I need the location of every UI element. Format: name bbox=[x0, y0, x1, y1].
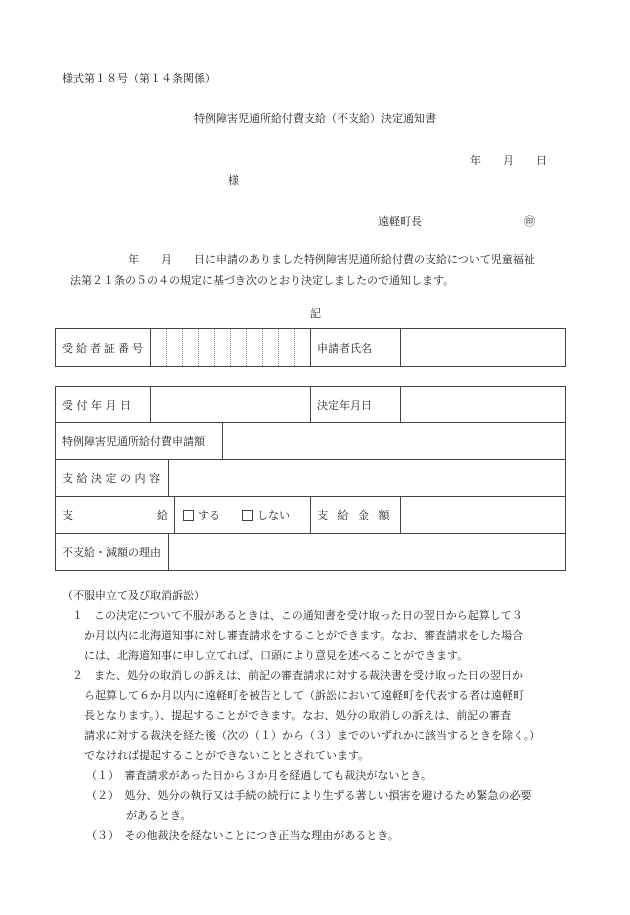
application-amount-field[interactable] bbox=[223, 423, 565, 459]
decision-date-label: 決定年月日 bbox=[311, 387, 401, 423]
issue-date: 年 月 日 bbox=[470, 154, 547, 167]
recipient-number-label: 受給者証番号 bbox=[56, 329, 151, 367]
note-2-line-4: 請求に対する裁決を経た後（次の（１）から（３）までのいずれかに該当するときを除く。） bbox=[84, 729, 541, 742]
receipt-date-field[interactable] bbox=[151, 387, 311, 423]
document-title: 特例障害児通所給付費支給（不支給）決定通知書 bbox=[194, 112, 436, 125]
application-amount-row bbox=[56, 423, 566, 460]
body-text-line-1: 年 月 日に申請のありました特例障害児通所給付費の支給について児童福祉 bbox=[128, 253, 535, 266]
appeal-notes bbox=[62, 586, 572, 846]
sub-note-2-line-2: があるとき。 bbox=[126, 809, 192, 822]
payment-row bbox=[56, 497, 311, 534]
reason-field[interactable] bbox=[169, 534, 565, 570]
recipient-number-field[interactable] bbox=[151, 329, 311, 367]
issuer-name: 遠軽町長 bbox=[378, 215, 422, 228]
note-2-line-2: ら起算して６か月以内に遠軽町を被告として（訴訟において遠軽町を代表する者は遠軽町 bbox=[84, 689, 524, 702]
payment-amount-label: 支 給 金 額 bbox=[311, 497, 401, 534]
payment-yes-label: する bbox=[198, 509, 220, 522]
decision-content-row bbox=[56, 460, 566, 497]
application-amount-label: 特例障害児通所給付費申請額 bbox=[56, 423, 223, 459]
applicant-name-field[interactable] bbox=[401, 329, 566, 367]
body-text-line-2: 法第２１条の５の４の規定に基づき次のとおり決定しましたので通知します。 bbox=[70, 274, 455, 287]
payment-label-left: 支 bbox=[62, 509, 73, 522]
reason-label: 不支給・減額の理由 bbox=[56, 534, 169, 570]
sub-note-2-line-1: （２） 処分、処分の執行又は手続の続行により生ずる著しい損害を避けるため緊急の必要 bbox=[86, 789, 532, 802]
recipient-suffix: 様 bbox=[228, 174, 239, 187]
notes-heading: （不服申立て及び取消訴訟） bbox=[62, 589, 205, 602]
payment-label-right: 給 bbox=[157, 509, 168, 522]
form-number: 様式第１８号（第１４条関係） bbox=[62, 72, 216, 85]
decision-date-field[interactable] bbox=[401, 387, 566, 423]
note-1-line-2: か月以内に北海道知事に対し審査請求をすることができます。なお、審査請求をした場合 bbox=[84, 629, 524, 642]
note-2-line-3: 長となります。）、提起することができます。なお、処分の取消しの訴えは、前記の審査 bbox=[84, 709, 512, 722]
payment-yes-checkbox[interactable] bbox=[183, 510, 194, 521]
seal-mark: ㊞ bbox=[524, 215, 535, 228]
note-2-line-1: ２ また、処分の取消しの訴えは、前記の審査請求に対する裁決書を受け取った日の翌日か bbox=[72, 669, 523, 682]
payment-amount-field[interactable] bbox=[401, 497, 566, 534]
ki-heading: 記 bbox=[310, 307, 321, 320]
reason-row bbox=[56, 534, 566, 571]
receipt-date-label: 受 付 年 月 日 bbox=[56, 387, 151, 423]
payment-no-label: しない bbox=[257, 509, 290, 522]
decision-content-field[interactable] bbox=[169, 460, 565, 496]
note-1-line-3: には、北海道知事に申し立てれば、口頭により意見を述べることができます。 bbox=[84, 649, 469, 662]
applicant-name-label: 申請者氏名 bbox=[311, 329, 401, 367]
decision-content-label: 支 給 決 定 の 内 容 bbox=[56, 460, 169, 496]
note-2-line-5: でなければ提起することができないこととされています。 bbox=[84, 749, 370, 762]
decision-table bbox=[55, 386, 566, 571]
payment-label bbox=[56, 497, 175, 533]
sub-note-1: （１） 審査請求があった日から３か月を経過しても裁決がないとき。 bbox=[86, 769, 432, 782]
sub-note-3: （３） その他裁決を経ないことにつき正当な理由があるとき。 bbox=[86, 829, 399, 842]
recipient-table bbox=[55, 328, 566, 367]
note-1-line-1: １ この決定について不服があるときは、この通知書を受け取った日の翌日から起算して３ bbox=[72, 609, 523, 622]
payment-no-checkbox[interactable] bbox=[242, 510, 253, 521]
